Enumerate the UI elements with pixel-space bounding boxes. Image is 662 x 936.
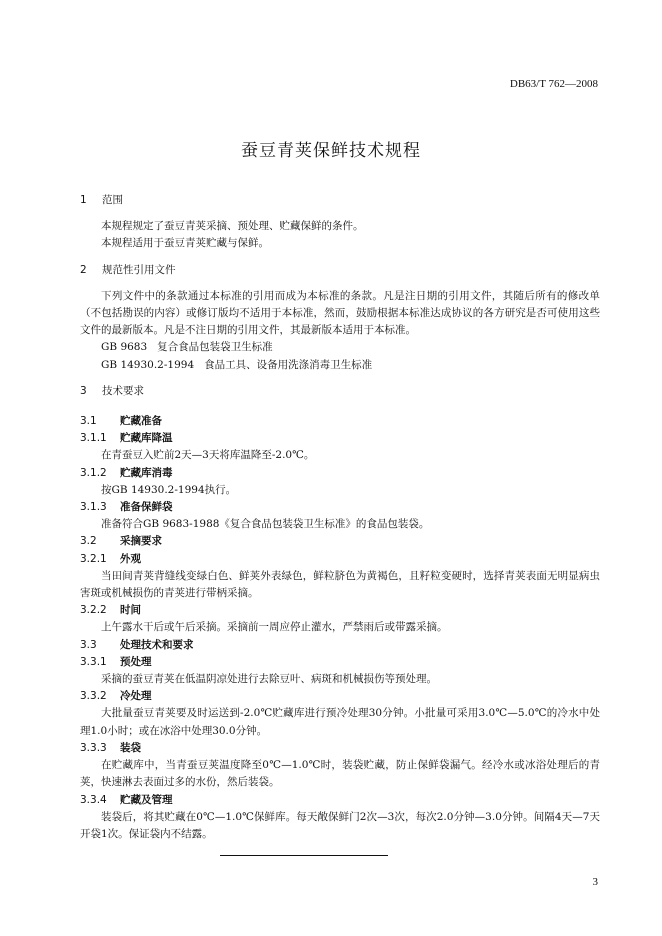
subsection-heading: 3.2 采摘要求 (80, 535, 162, 548)
section-title: 规范性引用文件 (102, 263, 176, 276)
page-number: 3 (592, 876, 598, 888)
reference-item: GB 14930.2-1994 食品工具、设备用洗涤消毒卫生标准 (101, 358, 373, 371)
section-heading-1 (80, 192, 600, 209)
paragraph: 准备符合GB 9683-1988《复合食品包装袋卫生标准》的食品包装袋。 (101, 518, 430, 531)
section-number: 1 (80, 194, 87, 206)
document-title: 蚕豆青荚保鲜技术规程 (241, 141, 421, 161)
section-number: 2 (80, 263, 87, 276)
clause-heading: 3.3.1 预处理 (80, 655, 152, 668)
paragraph: 上午露水干后或午后采摘。采摘前一周应停止灌水，严禁雨后或带露采摘。 (101, 621, 448, 634)
paragraph: 当田间青荚背缝线变绿白色、鲜荚外表绿色，鲜粒脐色为黄褐色，且籽粒变硬时，选择青荚表面无明显病虫害斑或机械损伤的青荚进行带柄采摘。 (80, 569, 600, 600)
section-number: 3 (80, 384, 87, 397)
section-heading-3 (80, 383, 600, 400)
subsection-heading: 3.3 处理技术和要求 (80, 638, 194, 651)
clause-heading: 3.3.3 装袋 (80, 741, 141, 754)
section-title: 范围 (102, 194, 123, 206)
paragraph: 在贮藏库中，当青蚕豆荚温度降至0℃—1.0℃时，装袋贮藏，防止保鲜袋漏气。经冷水或冰浴处理后的青荚，快速淋去表面过多的水份，然后装袋。 (80, 759, 600, 789)
reference-item: GB 9683 复合食品包装袋卫生标准 (101, 341, 273, 354)
paragraph: 装袋后，将其贮藏在0℃—1.0℃保鲜库。每天敞保鲜门2次—3次，每次2.0分钟—3.0分钟。间隔4天—7天开袋1次。保证袋内不结露。 (80, 810, 600, 840)
clause-heading: 3.1.3 准备保鲜袋 (80, 501, 173, 514)
clause-heading: 3.1.2 贮藏库消毒 (80, 466, 173, 479)
section-title: 技术要求 (102, 384, 144, 397)
clause-heading: 3.3.4 贮藏及管理 (80, 793, 173, 806)
document-body (80, 192, 600, 843)
clause-heading: 3.2.2 时间 (80, 604, 141, 617)
paragraph: 下列文件中的条款通过本标准的引用而成为本标准的条款。凡是注日期的引用文件，其随后所有的修改单（不包括勘误的内容）或修订版均不适用于本标准，然而，鼓励根据本标准达成协议的各方研究是否可使用这些文件的最新版本。凡是不注日期的引用文件，其最新版本适用于本标准。 (80, 289, 600, 337)
clause-heading: 3.3.2 冷处理 (80, 690, 152, 703)
paragraph: 采摘的蚕豆青荚在低温阴凉处进行去除豆叶、病斑和机械损伤等预处理。 (101, 673, 437, 686)
standard-code: DB63/T 762—2008 (509, 78, 598, 90)
subsection-heading: 3.1 贮藏准备 (80, 415, 162, 428)
section-heading-2 (80, 262, 600, 279)
paragraph: 按GB 14930.2-1994执行。 (101, 483, 237, 496)
paragraph: 大批量蚕豆青荚要及时运送到-2.0℃贮藏库进行预冷处理30分钟。小批量可采用3.0℃—5.0℃的冷水中处理1.0小时；或在冰浴中处理30.0分钟。 (80, 707, 600, 737)
paragraph: 本规程适用于蚕豆青荚贮藏与保鲜。 (101, 237, 269, 250)
clause-heading: 3.1.1 贮藏库降温 (80, 432, 173, 445)
paragraph: 在青蚕豆入贮前2天—3天将库温降至-2.0℃。 (101, 449, 315, 462)
end-divider (220, 855, 388, 856)
clause-heading: 3.2.1 外观 (80, 552, 141, 565)
paragraph: 本规程规定了蚕豆青荚采摘、预处理、贮藏保鲜的条件。 (101, 220, 364, 233)
